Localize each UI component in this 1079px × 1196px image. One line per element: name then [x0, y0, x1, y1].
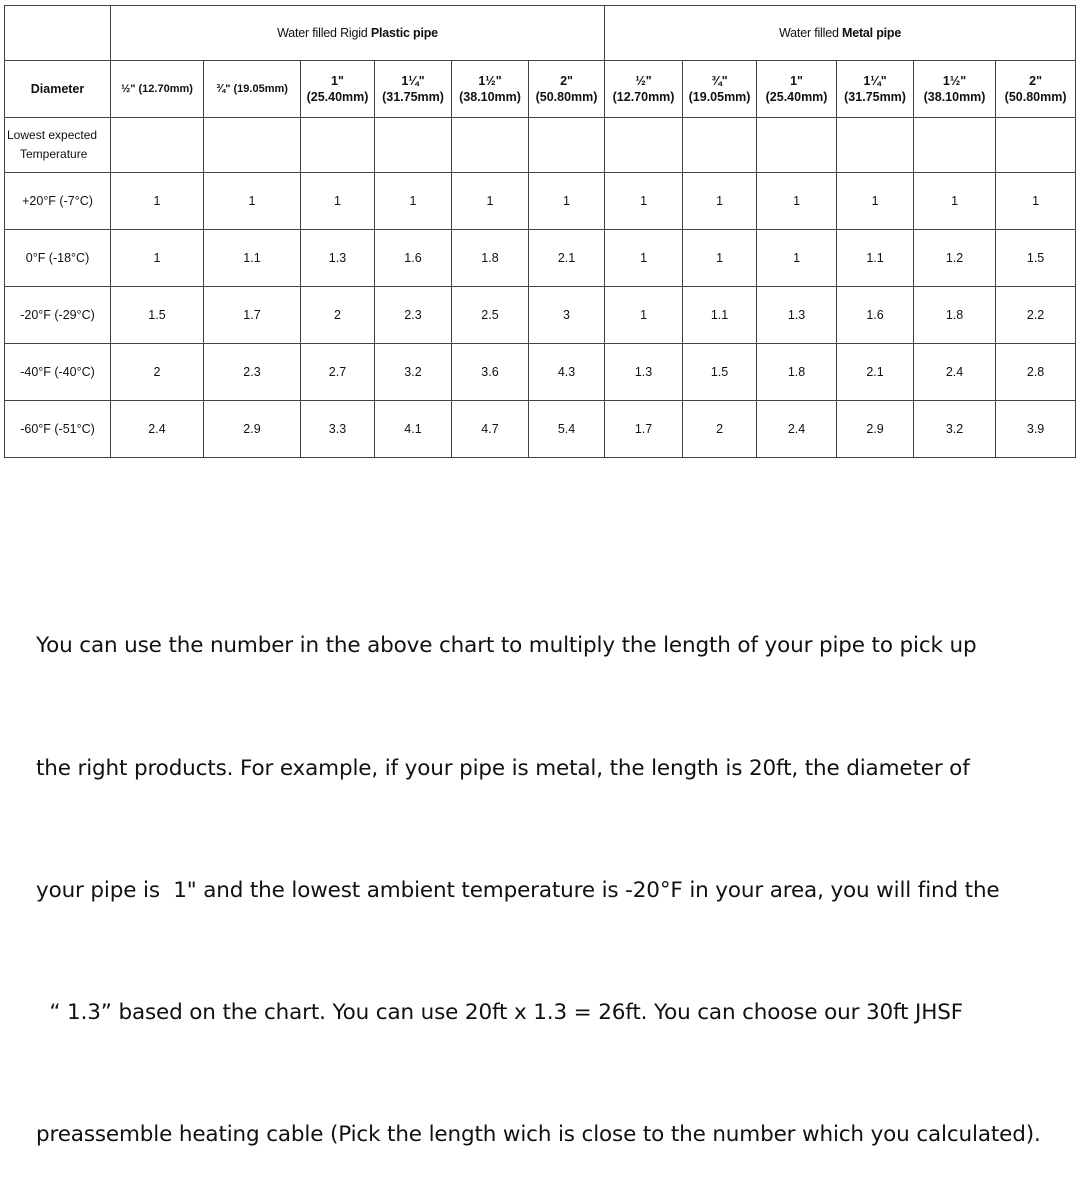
multiplier-cell: 4.3 [529, 344, 605, 401]
temperature-label: 0°F (-18°C) [5, 230, 111, 287]
diameter-header-cell [996, 61, 1076, 118]
multiplier-cell: 2.4 [111, 401, 204, 458]
multiplier-cell: 2.4 [757, 401, 837, 458]
multiplier-cell: 1.5 [683, 344, 757, 401]
temperature-label: +20°F (-7°C) [5, 173, 111, 230]
explanation-text [36, 545, 1079, 1196]
multiplier-cell: 2.3 [375, 287, 452, 344]
plastic-heading-prefix: Water filled Rigid [277, 26, 371, 40]
multiplier-cell: 4.7 [452, 401, 529, 458]
diameter-mm: (38.10mm) [923, 90, 986, 104]
multiplier-cell: 1.1 [204, 230, 301, 287]
multiplier-cell: 3.3 [301, 401, 375, 458]
diameter-header-cell [375, 61, 452, 118]
note-line-1: You can use the number in the above chart to multiply the length of your pipe to pick up [36, 633, 977, 659]
table-row [5, 287, 1076, 344]
multiplier-cell: 2.3 [204, 344, 301, 401]
diameter-header-cell [452, 61, 529, 118]
multiplier-cell: 3.6 [452, 344, 529, 401]
multiplier-cell: 2 [301, 287, 375, 344]
plastic-pipe-heading [111, 6, 605, 61]
table-row [5, 344, 1076, 401]
multiplier-cell: 5.4 [529, 401, 605, 458]
empty-cell [452, 118, 529, 173]
group-header-row [5, 6, 1076, 61]
metal-heading-prefix: Water filled [779, 26, 842, 40]
multiplier-cell: 1.8 [914, 287, 996, 344]
diameter-header-cell [683, 61, 757, 118]
multiplier-cell: 1.3 [605, 344, 683, 401]
plastic-heading-bold: Plastic pipe [370, 26, 438, 40]
multiplier-cell: 4.1 [375, 401, 452, 458]
diameter-header-cell [111, 61, 204, 118]
diameter-inch: 1¼" [401, 74, 425, 88]
diameter-inch: 1½" [478, 74, 502, 88]
diameter-header-cell [914, 61, 996, 118]
diameter-header-cell [529, 61, 605, 118]
diameter-header-cell [757, 61, 837, 118]
lowest-temperature-label [5, 118, 111, 173]
multiplier-cell: 2.5 [452, 287, 529, 344]
diameter-inch: ¾" (19.05mm) [216, 83, 288, 95]
diameter-mm: (31.75mm) [382, 90, 444, 104]
multiplier-cell: 1 [375, 173, 452, 230]
diameter-header-cell [605, 61, 683, 118]
multiplier-cell: 1 [111, 173, 204, 230]
empty-cell [111, 118, 204, 173]
empty-cell [204, 118, 301, 173]
multiplier-cell: 1 [111, 230, 204, 287]
multiplier-cell: 1 [605, 173, 683, 230]
empty-cell [837, 118, 914, 173]
multiplier-cell: 1.8 [757, 344, 837, 401]
diameter-inch: 1" [790, 74, 803, 88]
metal-heading-bold: Metal pipe [841, 26, 902, 40]
multiplier-cell: 1 [757, 173, 837, 230]
multiplier-cell: 2 [683, 401, 757, 458]
metal-pipe-heading [605, 6, 1076, 61]
multiplier-cell: 2.1 [529, 230, 605, 287]
empty-cell [375, 118, 452, 173]
empty-cell [683, 118, 757, 173]
diameter-header-row [5, 61, 1076, 118]
diameter-inch: ½" [635, 74, 652, 88]
diameter-mm: (50.80mm) [535, 90, 598, 104]
multiplier-cell: 1.7 [204, 287, 301, 344]
multiplier-cell: 1 [837, 173, 914, 230]
multiplier-cell: 2.2 [996, 287, 1076, 344]
temperature-label: -60°F (-51°C) [5, 401, 111, 458]
multiplier-cell: 3.2 [914, 401, 996, 458]
multiplier-cell: 2.8 [996, 344, 1076, 401]
multiplier-cell: 2 [111, 344, 204, 401]
multiplier-cell: 2.1 [837, 344, 914, 401]
diameter-mm: (31.75mm) [844, 90, 906, 104]
table-row [5, 401, 1076, 458]
empty-cell [757, 118, 837, 173]
multiplier-cell: 1 [757, 230, 837, 287]
diameter-mm: (38.10mm) [459, 90, 521, 104]
diameter-inch: 1½" [942, 74, 967, 88]
diameter-mm: (19.05mm) [688, 90, 751, 104]
diameter-inch: 2" [1029, 74, 1043, 88]
diameter-inch: ¾" [711, 74, 728, 88]
lowest-label-line2: Temperature [20, 147, 88, 161]
table-row [5, 173, 1076, 230]
diameter-mm: (50.80mm) [1004, 90, 1067, 104]
multiplier-cell: 1 [452, 173, 529, 230]
diameter-header-cell [204, 61, 301, 118]
multiplier-cell: 1.3 [301, 230, 375, 287]
diameter-inch: 2" [560, 74, 573, 88]
multiplier-cell: 1.8 [452, 230, 529, 287]
multiplier-cell: 1 [204, 173, 301, 230]
temperature-label: -40°F (-40°C) [5, 344, 111, 401]
empty-cell [996, 118, 1076, 173]
note-line-5: preassemble heating cable (Pick the length wich is close to the number which you calculated). [36, 1121, 1041, 1147]
multiplier-cell: 3.9 [996, 401, 1076, 458]
table-row [5, 230, 1076, 287]
empty-cell [301, 118, 375, 173]
lowest-temperature-row [5, 118, 1076, 173]
multiplier-cell: 1 [683, 230, 757, 287]
empty-cell [529, 118, 605, 173]
multiplier-cell: 1.6 [375, 230, 452, 287]
multiplier-cell: 1 [605, 287, 683, 344]
multiplier-cell: 2.9 [204, 401, 301, 458]
lowest-label-line1: Lowest expected [7, 128, 98, 142]
note-line-4: “ 1.3” based on the chart. You can use 20ft x 1.3 = 26ft. You can choose our 30ft JHSF [36, 999, 963, 1025]
multiplier-cell: 1.6 [837, 287, 914, 344]
diameter-inch: ½" (12.70mm) [121, 83, 193, 95]
multiplier-cell: 2.9 [837, 401, 914, 458]
empty-cell [914, 118, 996, 173]
multiplier-cell: 1.1 [683, 287, 757, 344]
note-line-2: the right products. For example, if your pipe is metal, the length is 20ft, the diameter of [36, 755, 970, 781]
note-line-3: your pipe is 1" and the lowest ambient temperature is -20°F in your area, you will find the [36, 877, 1000, 903]
corner-cell [5, 6, 111, 61]
multiplier-cell: 2.7 [301, 344, 375, 401]
multiplier-cell: 1.5 [111, 287, 204, 344]
multiplier-cell: 1.5 [996, 230, 1076, 287]
multiplier-cell: 1.3 [757, 287, 837, 344]
diameter-label: Diameter [5, 61, 111, 118]
multiplier-cell: 1 [996, 173, 1076, 230]
diameter-inch: 1" [331, 74, 344, 88]
diameter-mm: (25.40mm) [306, 90, 369, 104]
diameter-mm: (25.40mm) [765, 90, 828, 104]
diameter-header-cell [301, 61, 375, 118]
multiplier-cell: 2.4 [914, 344, 996, 401]
multiplier-cell: 1.1 [837, 230, 914, 287]
diameter-header-cell [837, 61, 914, 118]
empty-cell [605, 118, 683, 173]
temperature-label: -20°F (-29°C) [5, 287, 111, 344]
multiplier-cell: 3.2 [375, 344, 452, 401]
multiplier-cell: 1 [301, 173, 375, 230]
multiplier-cell: 1 [914, 173, 996, 230]
pipe-multiplier-table [4, 5, 1076, 458]
multiplier-cell: 1 [605, 230, 683, 287]
multiplier-cell: 1.7 [605, 401, 683, 458]
multiplier-cell: 1 [529, 173, 605, 230]
multiplier-cell: 3 [529, 287, 605, 344]
multiplier-cell: 1 [683, 173, 757, 230]
multiplier-cell: 1.2 [914, 230, 996, 287]
diameter-mm: (12.70mm) [612, 90, 675, 104]
diameter-inch: 1¼" [863, 74, 887, 88]
